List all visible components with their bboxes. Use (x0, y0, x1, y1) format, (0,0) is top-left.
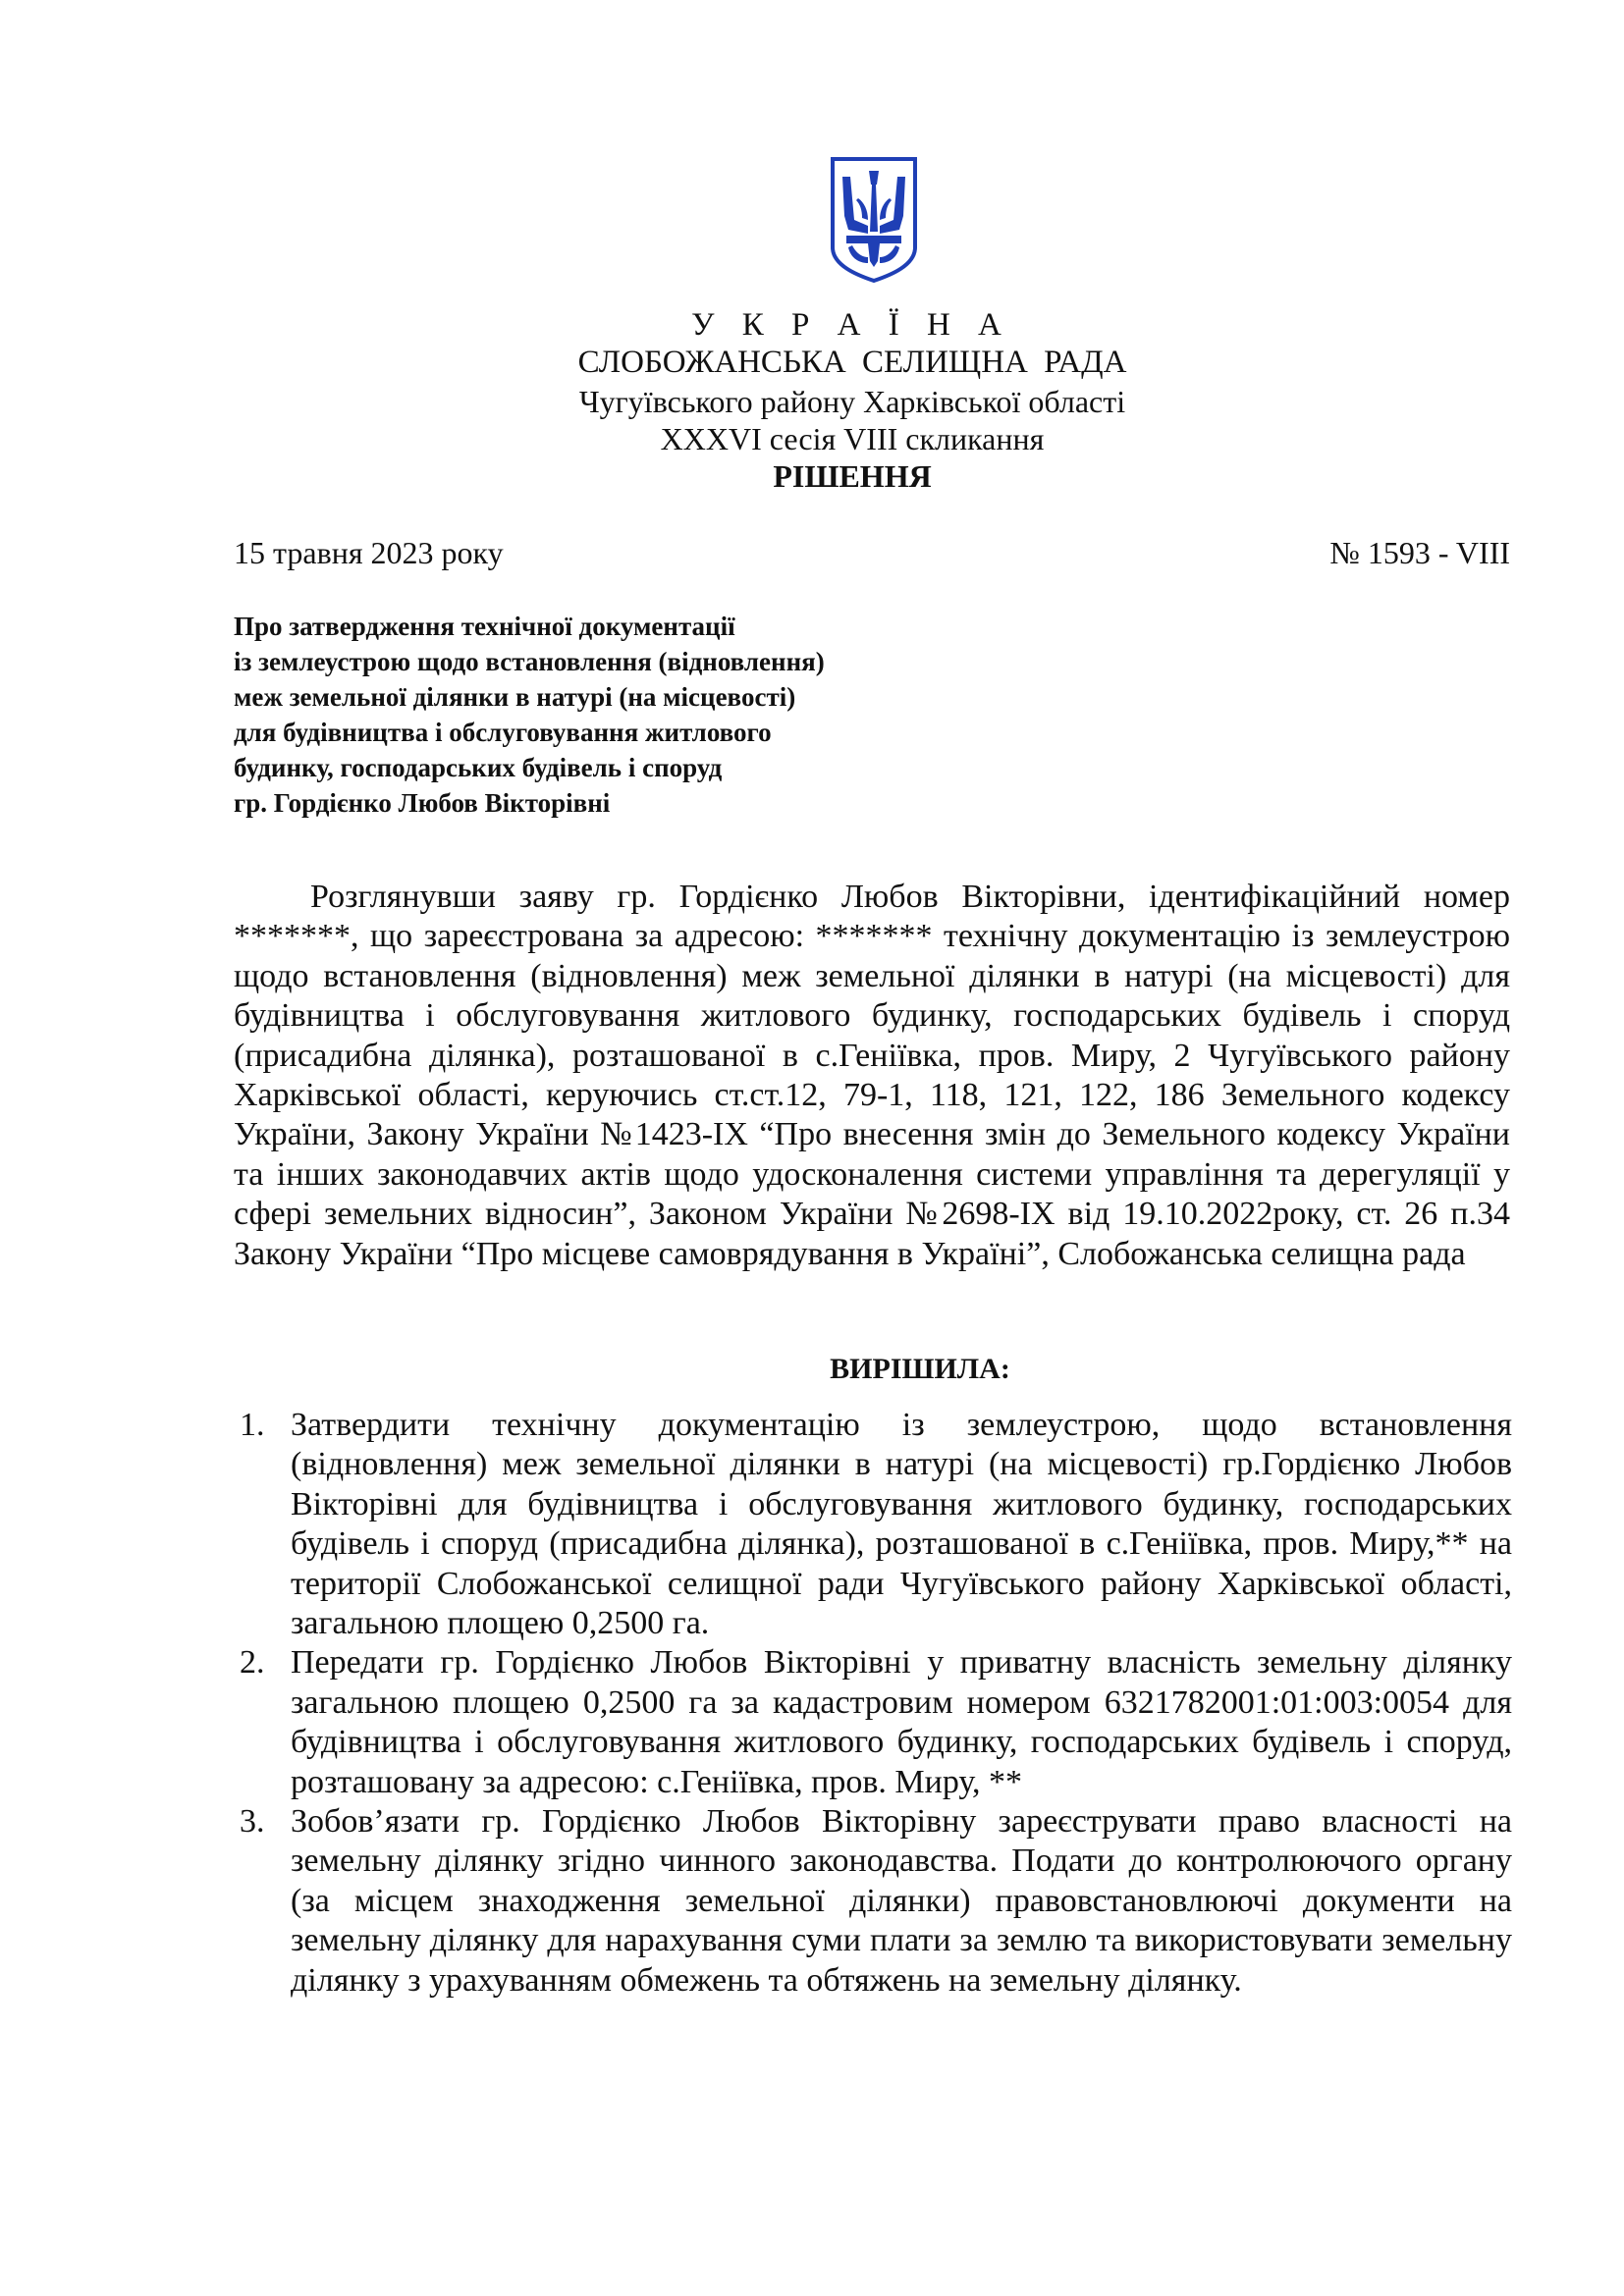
subject-line: меж земельної ділянки в натурі (на місцевості) (234, 682, 796, 712)
decision-number: № 1593 - VIII (1329, 535, 1510, 570)
session-info: XXXVI сесія VIII скликання (660, 421, 1045, 456)
resolution-item (240, 1406, 1512, 1643)
council-name: СЛОБОЖАНСЬКА СЕЛИЩНА РАДА (577, 345, 1127, 380)
district-name: Чугуївського району Харківської області (578, 384, 1126, 419)
subject-line: із землеустрою щодо встановлення (відновлення) (234, 647, 825, 676)
item-text: Передати гр. Гордієнко Любов Вікторівні у приватну власність земельну ділянку загальною площею 0,2500 га за кадастровим номером 6321782001:01:003:0054 для будівництва і обслуговування житлового будинку, господарських будівель і споруд, розташовану за адресою: с.Геніївка, пров. Миру, ** (291, 1644, 1512, 1800)
subject-line: для будівництва і обслуговування житлового (234, 718, 772, 747)
resolved-heading: ВИРІШИЛА: (830, 1353, 1010, 1385)
item-number: 1. (240, 1407, 265, 1443)
country-name: У К Р А Ї Н А (691, 307, 1011, 343)
item-number: 2. (240, 1644, 265, 1682)
resolution-item (240, 1643, 1512, 1802)
subject-line: Про затвердження технічної документації (234, 612, 735, 641)
preamble-paragraph: Розглянувши заяву гр. Гордієнко Любов Вікторівни, ідентифікаційний номер *******, що зареєстрована за адресою: ******* технічну документацію із землеустрою щодо встановлення (відновлення) меж земельної ділянки в натурі (на місцевості) для будівництва і обслуговування житлового будинку, господарських будівель і споруд (присадибна ділянка), розташованої в с.Геніївка, пров. Миру, 2 Чугуївського району Харківської області, керуючись ст.ст.12, 79-1, 118, 121, 122, 186 Земельного кодексу України, Закону України №1423-IX “Про внесення змін до Земельного кодексу України та інших законодавчих актів щодо удосконалення системи управління та дерегуляції у сфері земельних відносин”, Законом України №2698-IX від 19.10.2022року, ст. 26 п.34 Закону України “Про місцеве самоврядування в Україні”, Слобожанська селищна рада (234, 879, 1510, 1272)
item-text: Затвердити технічну документацію із землеустрою, щодо встановлення (відновлення) меж земельної ділянки в натурі (на місцевості) гр.Гордієнко Любов Вікторівні для будівництва і обслуговування житлового будинку, господарських будівель і споруд (присадибна ділянка), розташованої в с.Геніївка, пров. Миру,** на території Слобожанської селищної ради Чугуївського району Харківської області, загальною площею 0,2500 га. (291, 1407, 1512, 1642)
subject-line: будинку, господарських будівель і споруд (234, 753, 723, 782)
subject-line: гр. Гордієнко Любов Вікторівні (234, 788, 611, 818)
item-number: 3. (240, 1803, 265, 1841)
item-text: Зобов’язати гр. Гордієнко Любов Вікторівну зареєструвати право власності на земельну ділянку згідно чинного законодавства. Подати до контролюючого органу (за місцем знаходження земельної ділянки) правовстановлюючі документи на земельну ділянку для нарахування суми плати за землю та використовувати земельну ділянку з урахуванням обмежень та обтяжень на земельну ділянку. (291, 1803, 1512, 1999)
tryzub-emblem-icon (829, 155, 919, 285)
resolution-items (240, 1406, 1512, 2001)
decision-title: РІШЕННЯ (773, 458, 932, 494)
decision-date: 15 травня 2023 року (234, 535, 504, 570)
decision-subject (234, 609, 980, 821)
resolution-item (240, 1802, 1512, 2001)
